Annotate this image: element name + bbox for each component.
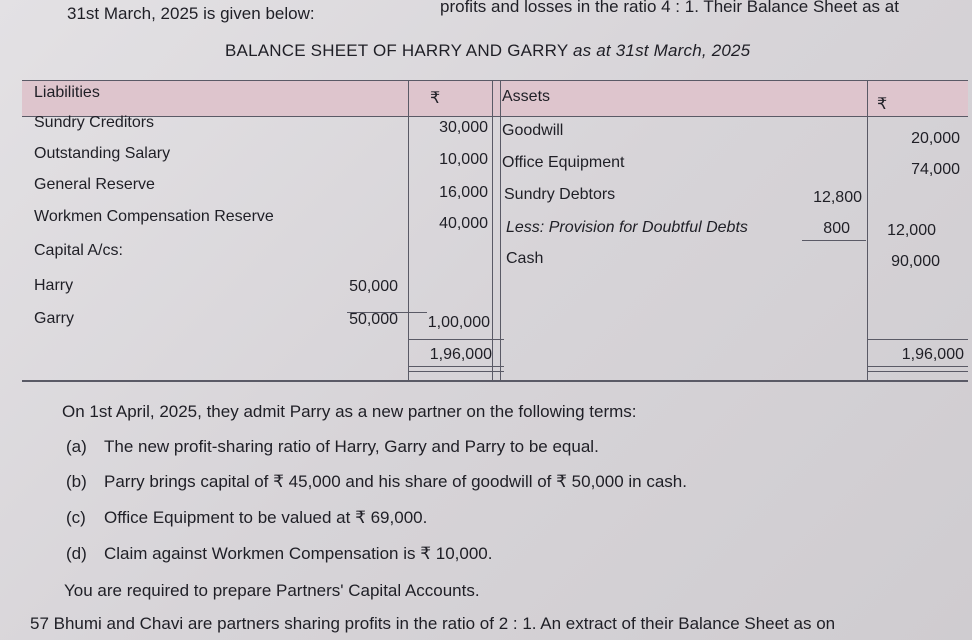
intro-text: 31st March, 2025 is given below: (67, 4, 315, 23)
question-intro: On 1st April, 2025, they admit Parry as a new partner on the following terms: (62, 402, 637, 421)
header-bottom-rule (22, 116, 968, 117)
capital-partner-label: Garry (34, 310, 74, 327)
asset-total-top-rule (867, 339, 968, 340)
asset-label: Goodwill (502, 122, 564, 139)
balance-sheet-table (22, 62, 968, 382)
liab-total-rule-2 (408, 371, 504, 372)
table-header-band (22, 80, 968, 116)
question-requirement: You are required to prepare Partners' Capital Accounts. (64, 581, 480, 600)
capital-partner-amount: 50,000 (349, 311, 398, 328)
liab-amount: 30,000 (439, 119, 488, 136)
liab-amount-right-rule (492, 80, 493, 380)
header-assets: Assets (502, 88, 551, 105)
capital-partner-label: Harry (34, 277, 74, 294)
liab-amount: 16,000 (439, 184, 488, 201)
asset-label: Sundry Debtors (504, 186, 616, 203)
asset-total-rule-1 (867, 366, 968, 367)
asset-amount: 20,000 (911, 130, 960, 147)
liab-label: Outstanding Salary (34, 145, 171, 162)
intro-text-right: profits and losses in the ratio 4 : 1. Their Balance Sheet as at (440, 0, 899, 16)
title-date: as at 31st March, 2025 (572, 41, 751, 60)
liab-amount: 40,000 (439, 215, 488, 232)
header-asset-amount: ₹ (877, 96, 888, 113)
capital-total-amount: 1,00,000 (427, 314, 490, 331)
asset-label: Cash (506, 250, 544, 267)
liab-label: Capital A/cs: (34, 242, 123, 259)
balance-sheet-title (225, 41, 750, 61)
assets-left-rule (500, 80, 501, 380)
term-text: Office Equipment to be valued at ₹ 69,000. (104, 508, 428, 527)
net-debtors-amount: 12,000 (887, 222, 936, 239)
liab-label: Sundry Creditors (34, 114, 155, 131)
liab-total-top-rule (408, 339, 504, 340)
header-liab-amount: ₹ (430, 90, 441, 107)
liabilities-total: 1,96,000 (429, 346, 492, 363)
provision-label: Less: Provision for Doubtful Debts (506, 219, 748, 236)
term-label: (d) (66, 544, 87, 563)
assets-total: 1,96,000 (901, 346, 964, 363)
debtors-amount: 12,800 (813, 189, 862, 206)
liab-amount-left-rule (408, 80, 409, 380)
asset-amount: 90,000 (891, 253, 940, 270)
provision-amount: 800 (823, 220, 850, 237)
header-liabilities: Liabilities (34, 84, 100, 101)
liab-label: Workmen Compensation Reserve (34, 208, 274, 225)
asset-total-rule-2 (867, 371, 968, 372)
next-question-text: 57 Bhumi and Chavi are partners sharing profits in the ratio of 2 : 1. An extract of their Balance Sheet as on (30, 614, 836, 633)
title-main: BALANCE SHEET OF HARRY AND GARRY (225, 41, 569, 60)
term-text: Claim against Workmen Compensation is ₹ 10,000. (104, 544, 493, 563)
liab-amount: 10,000 (439, 151, 488, 168)
term-item (66, 544, 492, 564)
liab-label: General Reserve (34, 176, 155, 193)
term-label: (b) (66, 472, 87, 491)
capital-partner-amount: 50,000 (349, 278, 398, 295)
term-item (66, 472, 687, 492)
debtors-subtotal-rule (802, 240, 866, 241)
asset-amount: 74,000 (911, 161, 960, 178)
term-text: The new profit-sharing ratio of Harry, Garry and Parry to be equal. (104, 437, 599, 456)
header-top-rule (22, 80, 968, 81)
asset-label: Office Equipment (502, 154, 625, 171)
term-item (66, 437, 599, 457)
term-item (66, 508, 427, 528)
table-bottom-rule (22, 380, 968, 382)
term-label: (c) (66, 508, 86, 527)
term-text: Parry brings capital of ₹ 45,000 and his share of goodwill of ₹ 50,000 in cash. (104, 472, 687, 491)
asset-amount-left-rule (867, 80, 868, 380)
term-label: (a) (66, 437, 87, 456)
liab-total-rule-1 (408, 366, 504, 367)
